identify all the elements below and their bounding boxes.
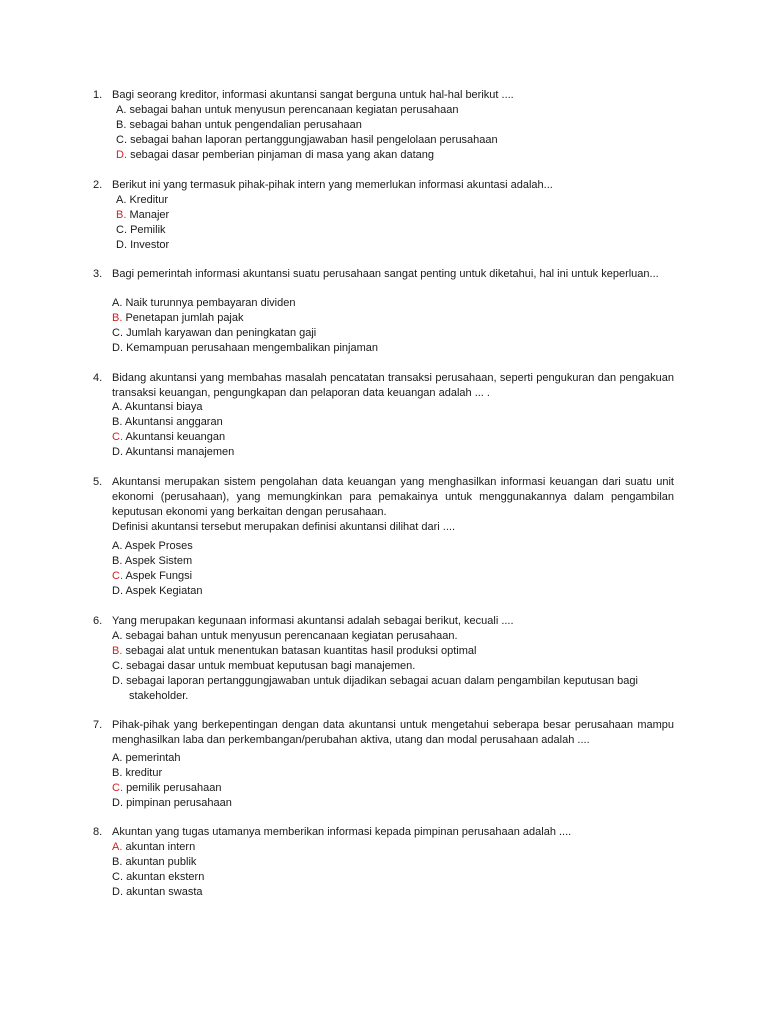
option-a: [112, 400, 203, 415]
option-text: akuntan intern: [125, 841, 196, 853]
option-letter: A.: [112, 630, 123, 642]
option-text: kreditur: [125, 767, 163, 779]
option-letter: C.: [112, 660, 123, 672]
option-text: Kemampuan perusahaan mengembalikan pinjaman: [126, 342, 378, 354]
option-letter: A.: [116, 194, 127, 206]
option-d: [112, 674, 638, 689]
option-text: pimpinan perusahaan: [126, 797, 232, 809]
option-letter: B.: [116, 119, 127, 131]
option-a: [112, 751, 181, 766]
question-text: Berikut ini yang termasuk pihak-pihak intern yang memerlukan informasi akuntasi adalah...: [112, 179, 553, 191]
option-d-continuation: stakeholder.: [129, 690, 189, 702]
option-b: [116, 208, 169, 223]
option-letter: C.: [116, 224, 127, 236]
question-number: 2.: [93, 179, 103, 191]
option-letter: A.: [112, 297, 123, 309]
question-text: Bidang akuntansi yang membahas masalah pencatatan transaksi perusahaan, seperti pengukuran dan pengakuan transaksi keuangan, pengungkapan dan pelaporan data keuangan adalah ... .: [112, 372, 674, 399]
option-b: [112, 311, 244, 326]
question-number: 3.: [93, 268, 103, 280]
option-c: [112, 870, 204, 885]
option-c: [116, 223, 166, 238]
option-b: [112, 415, 223, 430]
option-a: [116, 103, 459, 118]
answer-letter: C.: [112, 782, 123, 794]
option-text: pemerintah: [125, 752, 181, 764]
option-b: [112, 644, 476, 659]
question-text-definition: Definisi akuntansi tersebut merupakan definisi akuntansi dilihat dari ....: [112, 521, 456, 533]
question-number: 7.: [93, 719, 103, 731]
option-d: [116, 148, 434, 163]
option-text: Naik turunnya pembayaran dividen: [125, 297, 296, 309]
option-text: Akuntansi keuangan: [125, 431, 226, 443]
option-text: Aspek Kegiatan: [125, 585, 203, 597]
option-b: [112, 766, 162, 781]
question-number: 5.: [93, 476, 103, 488]
option-text: Manajer: [129, 209, 170, 221]
answer-letter: D.: [116, 149, 127, 161]
answer-letter: A.: [112, 841, 123, 853]
option-text: pemilik perusahaan: [126, 782, 222, 794]
option-letter: D.: [112, 446, 123, 458]
answer-letter: B.: [112, 645, 123, 657]
option-text: Akuntansi manajemen: [125, 446, 235, 458]
option-text: sebagai bahan untuk pengendalian perusahaan: [129, 119, 362, 131]
option-text: Pemilik: [130, 224, 166, 236]
option-c: [112, 569, 192, 584]
option-text: sebagai alat untuk menentukan batasan kuantitas hasil produksi optimal: [125, 645, 477, 657]
option-letter: A.: [112, 401, 123, 413]
option-d: [112, 341, 378, 356]
option-letter: A.: [112, 752, 123, 764]
option-letter: C.: [112, 871, 123, 883]
question-number: 4.: [93, 372, 103, 384]
option-letter: A.: [112, 540, 123, 552]
option-c: [112, 326, 316, 341]
option-text: sebagai bahan untuk menyusun perencanaan kegiatan perusahaan.: [125, 630, 458, 642]
option-d: [112, 445, 234, 460]
option-text: Penetapan jumlah pajak: [125, 312, 244, 324]
question-number: 6.: [93, 615, 103, 627]
option-text: Investor: [130, 239, 170, 251]
question-text: Bagi pemerintah informasi akuntansi suatu perusahaan sangat penting untuk diketahui, hal ini untuk keperluan...: [112, 268, 659, 280]
option-text: Akuntansi biaya: [124, 401, 203, 413]
option-text: Aspek Fungsi: [125, 570, 193, 582]
question-text: Akuntan yang tugas utamanya memberikan informasi kepada pimpinan perusahaan adalah ....: [112, 826, 572, 838]
question-number: 1.: [93, 89, 103, 101]
question-text: Yang merupakan kegunaan informasi akuntansi adalah sebagai berikut, kecuali ....: [112, 615, 514, 627]
option-a: [112, 296, 295, 311]
question-text: Bagi seorang kreditor, informasi akuntansi sangat berguna untuk hal-hal berikut ....: [112, 89, 514, 101]
question-number: 8.: [93, 826, 103, 838]
option-a: [112, 629, 458, 644]
option-letter: C.: [116, 134, 127, 146]
option-text: akuntan ekstern: [126, 871, 205, 883]
option-a: [116, 193, 168, 208]
answer-letter: C.: [112, 570, 123, 582]
option-d: [112, 885, 203, 900]
option-b: [112, 554, 192, 569]
question-text: Pihak-pihak yang berkepentingan dengan data akuntansi untuk mengetahui seberapa besar perusahaan mampu menghasilkan laba dan perkembangan/perubahan aktiva, utang dan modal perusahaan adalah ....: [112, 719, 674, 746]
option-text: Akuntansi anggaran: [124, 416, 223, 428]
option-b: [112, 855, 196, 870]
option-text: sebagai laporan pertanggungjawaban untuk dijadikan sebagai acuan dalam pengambilan keputusan bagi: [126, 675, 638, 687]
option-c: [116, 133, 498, 148]
option-c: [112, 659, 415, 674]
option-text: Aspek Proses: [124, 540, 193, 552]
option-text: akuntan swasta: [126, 886, 203, 898]
option-a: [112, 539, 193, 554]
option-letter: C.: [112, 327, 123, 339]
option-letter: D.: [116, 239, 127, 251]
option-letter: B.: [112, 555, 123, 567]
option-text: Kreditur: [129, 194, 168, 206]
option-text: sebagai dasar pemberian pinjaman di masa yang akan datang: [130, 149, 434, 161]
option-text: akuntan publik: [125, 856, 197, 868]
option-letter: D.: [112, 675, 123, 687]
option-d: [116, 238, 169, 253]
option-letter: D.: [112, 886, 123, 898]
option-letter: D.: [112, 797, 123, 809]
option-a: [112, 840, 195, 855]
option-letter: B.: [112, 856, 123, 868]
answer-letter: B.: [112, 312, 123, 324]
option-c: [112, 781, 221, 796]
option-letter: A.: [116, 104, 127, 116]
option-d: [112, 796, 232, 811]
answer-letter: B.: [116, 209, 127, 221]
option-text: Jumlah karyawan dan peningkatan gaji: [126, 327, 317, 339]
question-text: Akuntansi merupakan sistem pengolahan data keuangan yang menghasilkan informasi keuangan dari suatu unit ekonomi (perusahaan), yang memungkinkan para pemakainya untuk menggunakannya dalam pengambilan keputusan ekonomi yang berkaitan dengan perusahaan. Definisi akuntansi tersebut merupakan definisi akuntansi dilihat dari ....: [112, 476, 674, 533]
option-text: Aspek Sistem: [124, 555, 193, 567]
option-text: sebagai bahan untuk menyusun perencanaan kegiatan perusahaan: [129, 104, 459, 116]
option-d: [112, 584, 203, 599]
option-letter: D.: [112, 342, 123, 354]
option-c: [112, 430, 225, 445]
option-letter: B.: [112, 767, 123, 779]
option-letter: D.: [112, 585, 123, 597]
option-text: sebagai bahan laporan pertanggungjawaban hasil pengelolaan perusahaan: [130, 134, 498, 146]
option-text: sebagai dasar untuk membuat keputusan bagi manajemen.: [126, 660, 416, 672]
option-b: [116, 118, 362, 133]
answer-letter: C.: [112, 431, 123, 443]
option-letter: B.: [112, 416, 123, 428]
